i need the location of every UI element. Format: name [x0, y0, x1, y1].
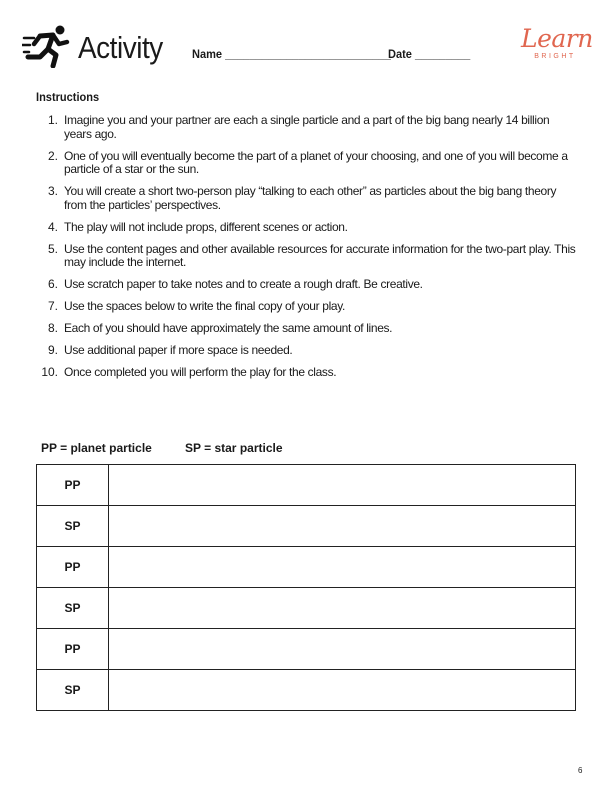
page-header [0, 0, 612, 80]
play-script-table [36, 464, 576, 711]
instruction-item [36, 185, 576, 212]
table-row [37, 465, 576, 506]
table-row [37, 588, 576, 629]
step-text: The play will not include props, different scenes or action. [64, 219, 348, 234]
instructions-heading: Instructions [36, 90, 100, 104]
name-field[interactable]: Name ___________________________ [192, 47, 391, 61]
step-text: Use additional paper if more space is needed. [64, 343, 293, 357]
date-field[interactable]: Date _________ [388, 47, 471, 61]
role-cell: PP [37, 547, 109, 588]
instruction-item [36, 243, 576, 270]
step-text: You will create a short two-person play “talking to each other” as particles about the big bang theory from the particles’ perspectives. [64, 184, 557, 212]
table-row [37, 629, 576, 670]
page-number: 6 [578, 766, 583, 775]
activity-title: Activity [78, 30, 163, 65]
table-row [37, 670, 576, 711]
legend-planet-particle: PP = planet particle [41, 441, 152, 455]
instruction-item [36, 278, 576, 292]
line-cell[interactable] [109, 465, 576, 506]
role-cell: SP [37, 670, 109, 711]
instruction-item [36, 150, 576, 177]
step-text: Imagine you and your partner are each a single particle and a part of the big bang nearly 14 billion years ago. [64, 113, 550, 141]
step-text: Once completed you will perform the play for the class. [64, 365, 337, 379]
step-number: 8. [47, 321, 58, 335]
step-text: One of you will eventually become the part of a planet of your choosing, and one of you will become a particle of a star or the sun. [64, 148, 568, 176]
instruction-item [36, 344, 576, 358]
logo-subtitle: BRIGHT [534, 53, 576, 60]
step-number: 1. [47, 113, 58, 127]
line-cell[interactable] [109, 547, 576, 588]
instruction-list [36, 114, 576, 388]
role-cell: SP [37, 506, 109, 547]
step-number: 10. [41, 365, 58, 379]
role-cell: SP [37, 588, 109, 629]
table-row [37, 506, 576, 547]
runner-icon [22, 24, 70, 68]
step-text: Use the spaces below to write the final copy of your play. [64, 299, 345, 313]
role-cell: PP [37, 629, 109, 670]
instruction-item [36, 221, 576, 235]
line-cell[interactable] [109, 629, 576, 670]
learn-bright-logo [521, 24, 593, 66]
instruction-item [36, 322, 576, 336]
role-cell: PP [37, 465, 109, 506]
table-row [37, 547, 576, 588]
step-number: 6. [47, 277, 58, 291]
step-text: Use scratch paper to take notes and to create a rough draft. Be creative. [64, 277, 423, 291]
step-number: 5. [47, 241, 58, 256]
step-text: Each of you should have approximately the same amount of lines. [64, 321, 393, 335]
logo-word: Learn [521, 24, 593, 53]
step-text: Use the content pages and other available resources for accurate information for the two-part play. This may include the internet. [64, 241, 576, 269]
legend-star-particle: SP = star particle [185, 441, 283, 455]
step-number: 2. [47, 148, 58, 163]
line-cell[interactable] [109, 506, 576, 547]
step-number: 4. [47, 219, 58, 234]
step-number: 3. [47, 184, 58, 198]
line-cell[interactable] [109, 670, 576, 711]
step-number: 7. [47, 299, 58, 313]
instruction-item [36, 300, 576, 314]
instruction-item [36, 366, 576, 380]
line-cell[interactable] [109, 588, 576, 629]
step-number: 9. [47, 343, 58, 357]
instruction-item [36, 114, 576, 141]
